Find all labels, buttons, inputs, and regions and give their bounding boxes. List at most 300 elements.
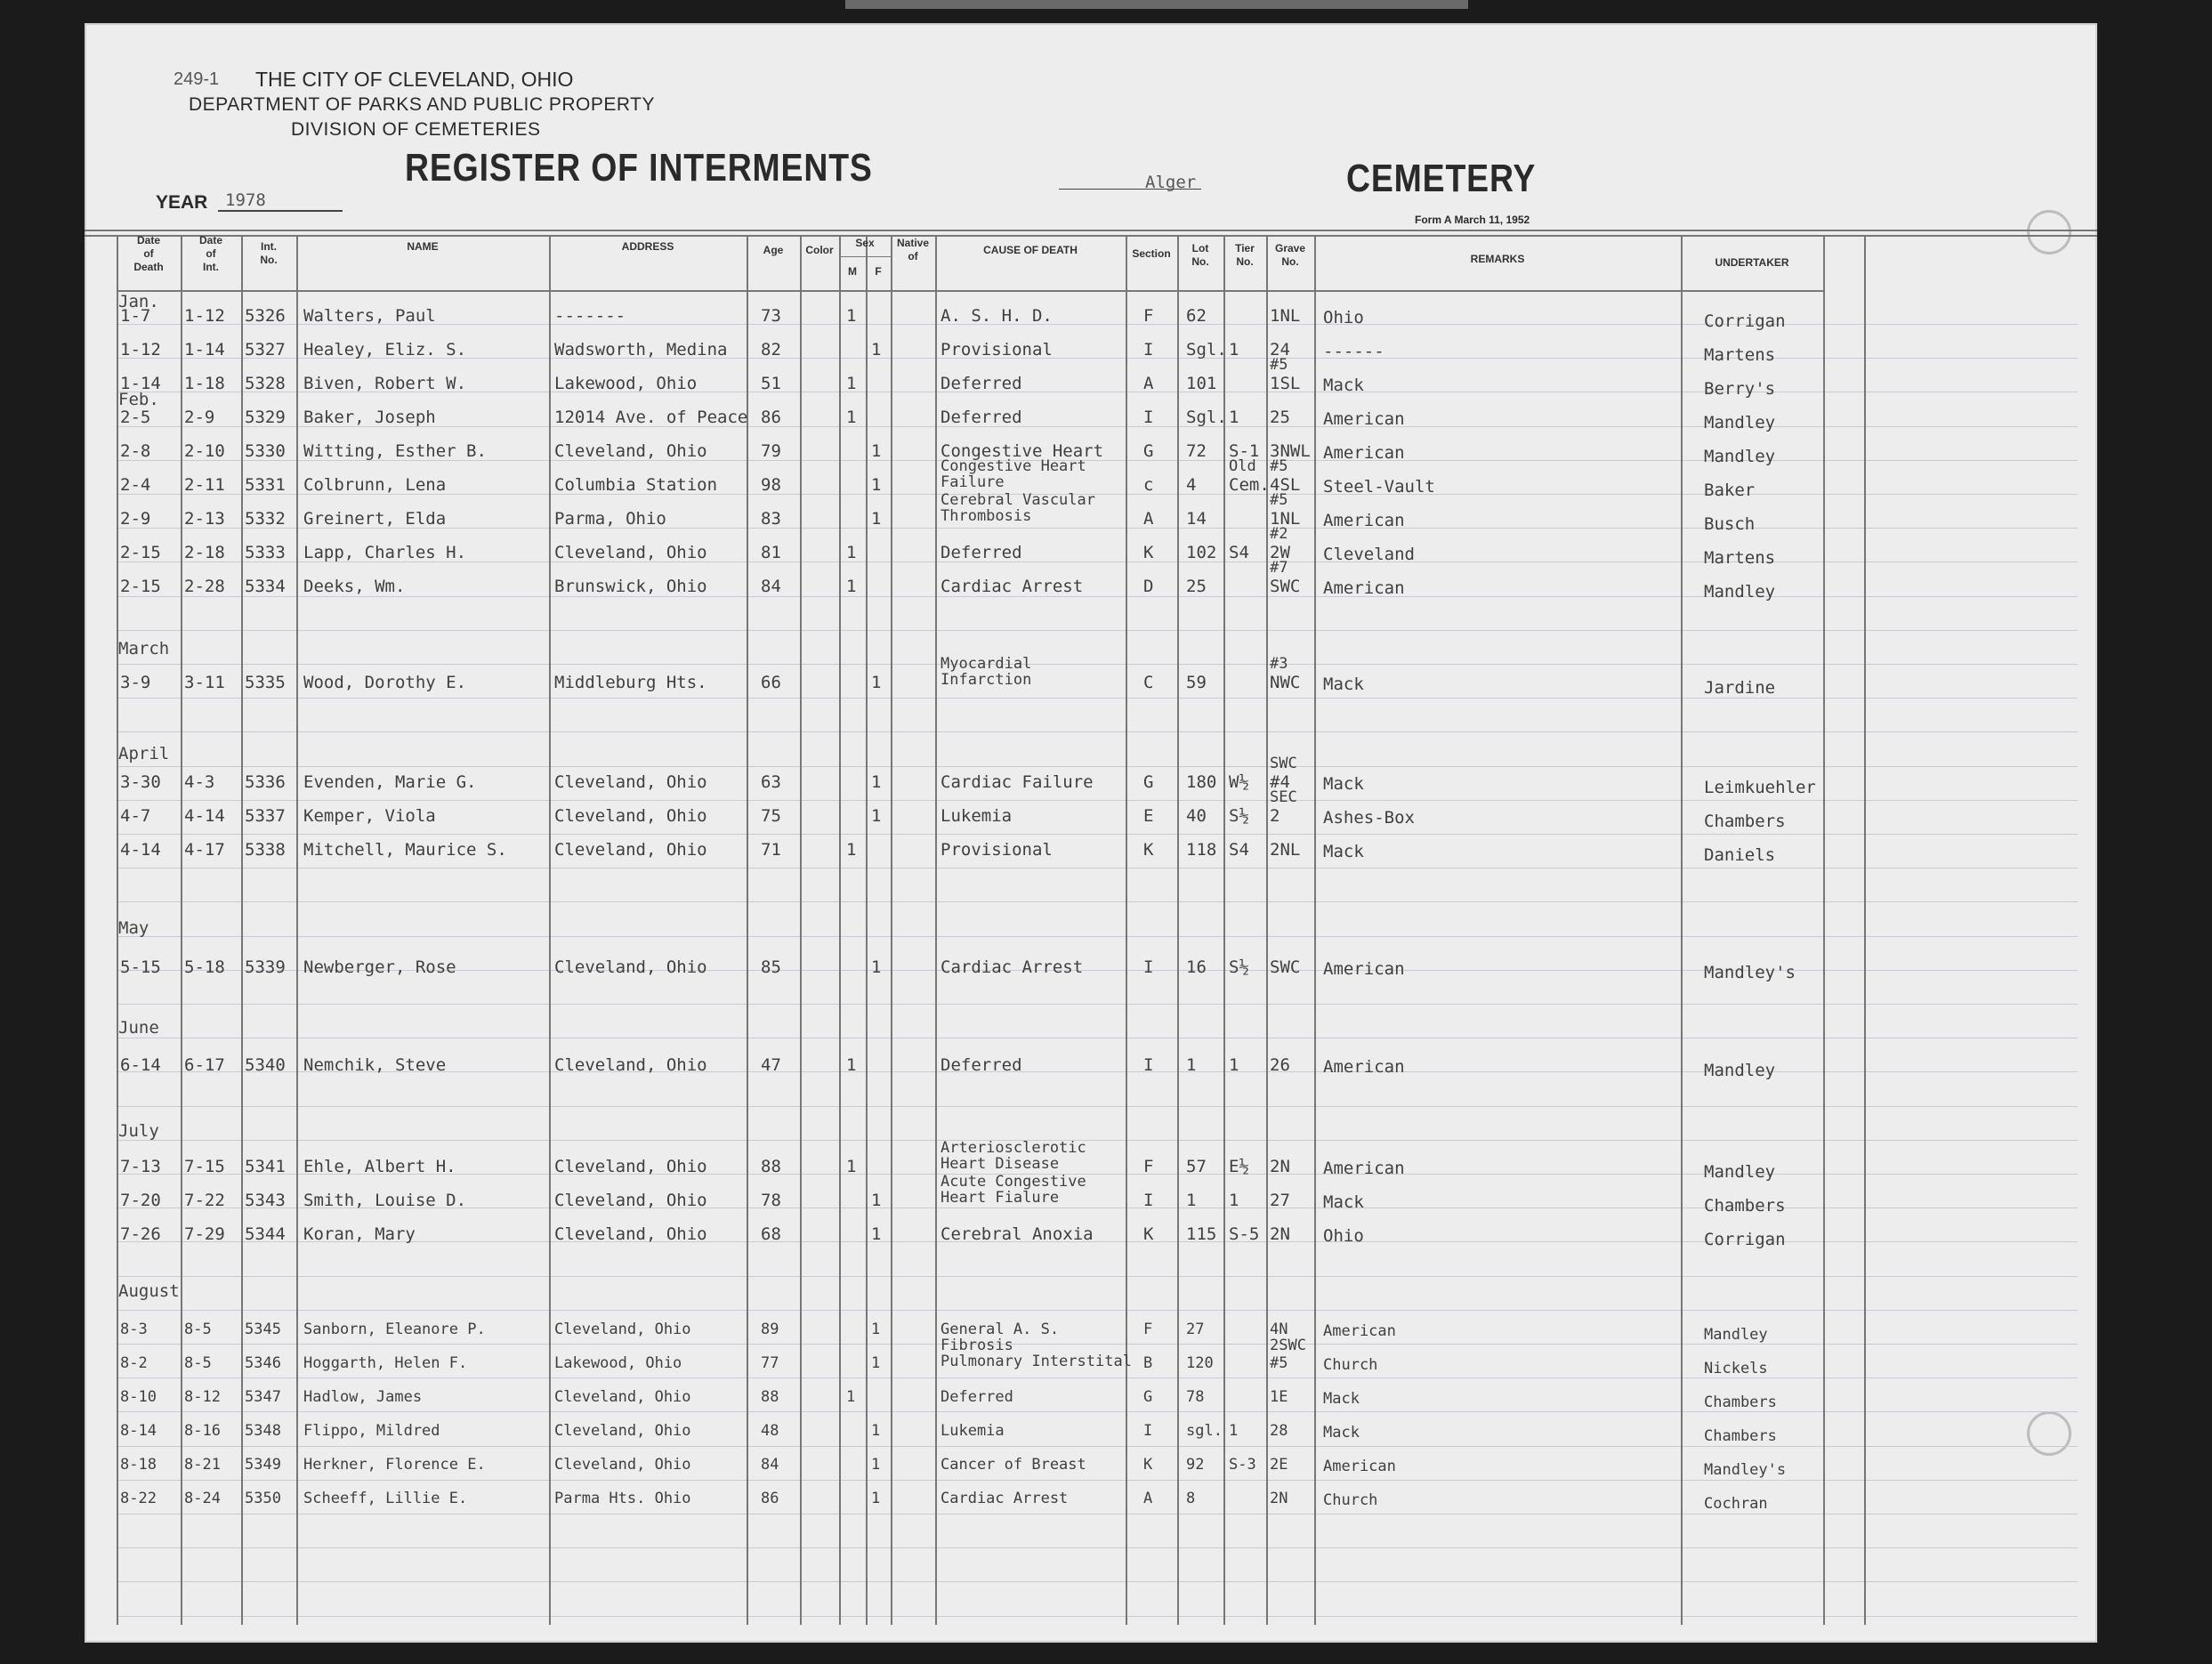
remarks: Cleveland bbox=[1323, 545, 1415, 564]
section: B bbox=[1143, 1354, 1153, 1372]
cause-of-death: Cardiac Arrest bbox=[941, 957, 1084, 977]
remarks: Mack bbox=[1323, 1390, 1360, 1408]
date-of-death: 2-4 bbox=[120, 475, 151, 495]
ruled-line bbox=[117, 1106, 2078, 1107]
date-of-interment: 1-12 bbox=[184, 306, 225, 326]
age: 79 bbox=[761, 441, 781, 461]
lot-number: sgl. bbox=[1186, 1422, 1223, 1440]
date-of-death: 1-7 bbox=[120, 306, 151, 326]
decedent-name: Mitchell, Maurice S. bbox=[303, 840, 507, 860]
undertaker: Chambers bbox=[1704, 1196, 1786, 1216]
decedent-name: Wood, Dorothy E. bbox=[303, 673, 467, 692]
ruled-line bbox=[117, 1276, 2078, 1277]
decedent-address: Parma, Ohio bbox=[554, 509, 666, 529]
month-label: August bbox=[118, 1281, 180, 1301]
sex-male: 1 bbox=[846, 543, 857, 562]
cause-of-death-line2: Infarction bbox=[941, 671, 1032, 689]
section: I bbox=[1143, 957, 1154, 977]
tier-number: S4 bbox=[1229, 840, 1249, 860]
undertaker: Chambers bbox=[1704, 1393, 1777, 1411]
sex-female: 1 bbox=[871, 1224, 882, 1244]
date-of-death: 7-20 bbox=[120, 1191, 161, 1210]
lot-number: 25 bbox=[1186, 577, 1207, 596]
section: A bbox=[1143, 374, 1154, 393]
table-top-rule bbox=[85, 230, 2097, 231]
age: 78 bbox=[761, 1191, 781, 1210]
interment-number: 5332 bbox=[245, 509, 286, 529]
interment-number: 5328 bbox=[245, 374, 286, 393]
section: I bbox=[1143, 340, 1154, 359]
date-of-interment: 5-18 bbox=[184, 957, 225, 977]
date-of-interment: 6-17 bbox=[184, 1055, 225, 1075]
department-name: DEPARTMENT OF PARKS AND PUBLIC PROPERTY bbox=[189, 94, 656, 115]
interment-number: 5341 bbox=[245, 1157, 286, 1176]
decedent-name: Walters, Paul bbox=[303, 306, 436, 326]
grave-number-top: #5 bbox=[1270, 356, 1288, 374]
month-label: Jan. bbox=[118, 292, 159, 311]
decedent-address: Cleveland, Ohio bbox=[554, 441, 707, 461]
section: I bbox=[1143, 408, 1154, 427]
date-of-death: 3-30 bbox=[120, 772, 161, 792]
interment-number: 5337 bbox=[245, 806, 286, 826]
column-header-date_int: Date of Int. bbox=[198, 234, 222, 273]
age: 83 bbox=[761, 509, 781, 529]
column-divider bbox=[866, 235, 868, 1625]
grave-number: #4 bbox=[1270, 772, 1290, 792]
decedent-name: Baker, Joseph bbox=[303, 408, 436, 427]
grave-number: 2NL bbox=[1270, 840, 1301, 860]
cause-of-death: Deferred bbox=[941, 1388, 1013, 1406]
ruled-line bbox=[117, 936, 2078, 937]
decedent-name: Newberger, Rose bbox=[303, 957, 456, 977]
lot-number: 1 bbox=[1186, 1055, 1197, 1075]
section: G bbox=[1143, 772, 1154, 792]
date-of-death: 4-14 bbox=[120, 840, 161, 860]
column-header-cause: CAUSE OF DEATH bbox=[983, 244, 1078, 256]
cause-of-death: A. S. H. D. bbox=[941, 306, 1053, 326]
tier-number: 1 bbox=[1229, 408, 1239, 427]
undertaker: Corrigan bbox=[1704, 311, 1786, 331]
ruled-line bbox=[117, 1514, 2078, 1515]
ruled-line bbox=[117, 1004, 2078, 1005]
division-name: DIVISION OF CEMETERIES bbox=[291, 119, 541, 140]
grave-number: 28 bbox=[1270, 1422, 1288, 1440]
ruled-line bbox=[117, 1547, 2078, 1548]
column-divider bbox=[800, 235, 802, 1625]
cause-of-death-line1: Cerebral Vascular bbox=[941, 491, 1095, 509]
decedent-name: Flippo, Mildred bbox=[303, 1422, 440, 1440]
decedent-address: Cleveland, Ohio bbox=[554, 1224, 707, 1244]
date-of-death: 8-22 bbox=[120, 1490, 157, 1507]
date-of-death: 4-7 bbox=[120, 806, 151, 826]
column-divider bbox=[1864, 235, 1866, 1625]
grave-number-top: SEC bbox=[1270, 788, 1297, 806]
decedent-address: Cleveland, Ohio bbox=[554, 1422, 691, 1440]
decedent-name: Herkner, Florence E. bbox=[303, 1456, 486, 1474]
date-of-interment: 2-11 bbox=[184, 475, 225, 495]
undertaker: Mandley bbox=[1704, 582, 1776, 602]
lot-number: 59 bbox=[1186, 673, 1207, 692]
tier-number: S-3 bbox=[1229, 1456, 1256, 1474]
register-title: REGISTER OF INTERMENTS bbox=[405, 146, 873, 190]
date-of-interment: 7-22 bbox=[184, 1191, 225, 1210]
decedent-address: Brunswick, Ohio bbox=[554, 577, 707, 596]
register-sheet bbox=[85, 23, 2097, 1643]
date-of-interment: 8-21 bbox=[184, 1456, 221, 1474]
column-header-grave: Grave No. bbox=[1274, 242, 1306, 268]
remarks: Ohio bbox=[1323, 308, 1364, 327]
year-label: YEAR bbox=[156, 192, 208, 213]
decedent-name: Deeks, Wm. bbox=[303, 577, 406, 596]
grave-number: 1E bbox=[1270, 1388, 1288, 1406]
lot-number: 101 bbox=[1186, 374, 1217, 393]
tier-note-old: Old bbox=[1229, 457, 1256, 475]
section: I bbox=[1143, 1055, 1154, 1075]
remarks: Steel-Vault bbox=[1323, 477, 1435, 497]
undertaker: Baker bbox=[1704, 481, 1756, 500]
decedent-address: Wadsworth, Medina bbox=[554, 340, 728, 359]
month-label: April bbox=[118, 744, 170, 763]
column-divider bbox=[1314, 235, 1316, 1625]
form-note: Form A March 11, 1952 bbox=[1415, 214, 1530, 226]
remarks: American bbox=[1323, 443, 1405, 463]
remarks: American bbox=[1323, 409, 1405, 429]
date-of-death: 8-2 bbox=[120, 1354, 148, 1372]
date-of-death: 1-14 bbox=[120, 374, 161, 393]
decedent-address: Cleveland, Ohio bbox=[554, 806, 707, 826]
date-of-death: 3-9 bbox=[120, 673, 151, 692]
sex-female: 1 bbox=[871, 1490, 881, 1507]
column-header-address: ADDRESS bbox=[621, 240, 674, 253]
section: C bbox=[1143, 673, 1154, 692]
date-of-death: 7-26 bbox=[120, 1224, 161, 1244]
decedent-name: Greinert, Elda bbox=[303, 509, 447, 529]
ruled-line bbox=[117, 698, 2078, 699]
grave-number: 1NL bbox=[1270, 509, 1301, 529]
sex-female: 1 bbox=[871, 509, 882, 529]
date-of-death: 7-13 bbox=[120, 1157, 161, 1176]
cause-of-death: Deferred bbox=[941, 543, 1022, 562]
section: K bbox=[1143, 543, 1154, 562]
cause-of-death-line2: Pulmonary Interstital bbox=[941, 1353, 1132, 1370]
column-divider bbox=[935, 235, 937, 1625]
remarks: Mack bbox=[1323, 1424, 1360, 1442]
tier-number: 1 bbox=[1229, 1422, 1239, 1440]
sex-female: 1 bbox=[871, 1422, 881, 1440]
ruled-line bbox=[117, 1140, 2078, 1141]
grave-number: 26 bbox=[1270, 1055, 1290, 1075]
undertaker: Nickels bbox=[1704, 1360, 1768, 1377]
scan-top-strip bbox=[845, 0, 1468, 9]
ruled-line bbox=[117, 766, 2078, 767]
cause-of-death: General A. S. bbox=[941, 1321, 1060, 1338]
grave-number: 2 bbox=[1270, 806, 1280, 826]
section: G bbox=[1143, 1388, 1153, 1406]
column-header-native: Native of bbox=[896, 237, 930, 263]
sex-male: 1 bbox=[846, 374, 857, 393]
decedent-name: Witting, Esther B. bbox=[303, 441, 487, 461]
decedent-address: Cleveland, Ohio bbox=[554, 1321, 691, 1338]
sex-header-divider bbox=[839, 256, 891, 257]
sex-female: 1 bbox=[871, 957, 882, 977]
age: 98 bbox=[761, 475, 781, 495]
tier-number: Cem. bbox=[1229, 475, 1270, 495]
age: 84 bbox=[761, 1456, 779, 1474]
grave-number: 2E bbox=[1270, 1456, 1288, 1474]
sex-female: 1 bbox=[871, 475, 882, 495]
month-label: May bbox=[118, 918, 149, 938]
undertaker: Chambers bbox=[1704, 812, 1786, 831]
remarks: American bbox=[1323, 1159, 1405, 1178]
cause-of-death: Deferred bbox=[941, 1055, 1022, 1075]
date-of-interment: 8-5 bbox=[184, 1354, 212, 1372]
lot-number: 120 bbox=[1186, 1354, 1214, 1372]
age: 48 bbox=[761, 1422, 779, 1440]
column-divider bbox=[1823, 235, 1825, 1625]
sex-male: 1 bbox=[846, 577, 857, 596]
interment-number: 5350 bbox=[245, 1490, 281, 1507]
column-divider bbox=[839, 235, 841, 1625]
grave-number: 2W bbox=[1270, 543, 1290, 562]
undertaker: Mandley's bbox=[1704, 1461, 1787, 1479]
tier-number: S½ bbox=[1229, 806, 1249, 826]
sex-female: 1 bbox=[871, 806, 882, 826]
section: K bbox=[1143, 1456, 1153, 1474]
grave-number-top: #2 bbox=[1270, 525, 1288, 543]
date-of-death: 2-9 bbox=[120, 509, 151, 529]
grave-number: 3NWL bbox=[1270, 441, 1311, 461]
date-of-interment: 8-24 bbox=[184, 1490, 221, 1507]
binder-ring-bottom bbox=[2027, 1411, 2071, 1456]
decedent-address: Lakewood, Ohio bbox=[554, 1354, 682, 1372]
sex-male: 1 bbox=[846, 306, 857, 326]
tier-number: 1 bbox=[1229, 1055, 1239, 1075]
date-of-death: 8-18 bbox=[120, 1456, 157, 1474]
date-of-death: 8-3 bbox=[120, 1321, 148, 1338]
cause-of-death: Deferred bbox=[941, 374, 1022, 393]
date-of-death: 2-5 bbox=[120, 408, 151, 427]
column-divider bbox=[181, 235, 182, 1625]
cause-of-death: Cancer of Breast bbox=[941, 1456, 1086, 1474]
remarks: Mack bbox=[1323, 376, 1364, 395]
decedent-name: Healey, Eliz. S. bbox=[303, 340, 467, 359]
decedent-address: Parma Hts. Ohio bbox=[554, 1490, 691, 1507]
decedent-name: Koran, Mary bbox=[303, 1224, 416, 1244]
remarks: Church bbox=[1323, 1356, 1378, 1374]
interment-number: 5346 bbox=[245, 1354, 281, 1372]
remarks: Mack bbox=[1323, 1192, 1364, 1212]
date-of-death: 6-14 bbox=[120, 1055, 161, 1075]
decedent-name: Ehle, Albert H. bbox=[303, 1157, 456, 1176]
column-divider bbox=[891, 235, 892, 1625]
undertaker: Corrigan bbox=[1704, 1230, 1786, 1249]
grave-number-top: #5 bbox=[1270, 491, 1288, 509]
column-divider bbox=[241, 235, 243, 1625]
age: 71 bbox=[761, 840, 781, 860]
lot-number: 8 bbox=[1186, 1490, 1196, 1507]
age: 86 bbox=[761, 1490, 779, 1507]
interment-number: 5330 bbox=[245, 441, 286, 461]
undertaker: Cochran bbox=[1704, 1495, 1768, 1513]
undertaker: Berry's bbox=[1704, 379, 1776, 399]
date-of-interment: 2-9 bbox=[184, 408, 215, 427]
undertaker: Busch bbox=[1704, 514, 1756, 534]
column-divider bbox=[1126, 235, 1127, 1625]
date-of-interment: 2-10 bbox=[184, 441, 225, 461]
ruled-line bbox=[117, 664, 2078, 665]
month-label: Feb. bbox=[118, 390, 159, 409]
grave-number: 4N bbox=[1270, 1321, 1288, 1338]
decedent-address: Cleveland, Ohio bbox=[554, 957, 707, 977]
city-name: THE CITY OF CLEVELAND, OHIO bbox=[255, 68, 574, 91]
age: 82 bbox=[761, 340, 781, 359]
ruled-line bbox=[117, 1581, 2078, 1582]
column-divider bbox=[1681, 235, 1683, 1625]
remarks: Mack bbox=[1323, 842, 1364, 861]
column-header-f: F bbox=[875, 265, 882, 278]
remarks: American bbox=[1323, 959, 1405, 979]
section: K bbox=[1143, 1224, 1154, 1244]
month-label: June bbox=[118, 1018, 159, 1038]
section: E bbox=[1143, 806, 1154, 826]
interment-number: 5344 bbox=[245, 1224, 286, 1244]
cause-of-death: Cerebral Anoxia bbox=[941, 1224, 1094, 1244]
interment-number: 5347 bbox=[245, 1388, 281, 1406]
lot-number: Sgl. bbox=[1186, 408, 1227, 427]
lot-number: 1 bbox=[1186, 1191, 1197, 1210]
column-divider bbox=[1223, 235, 1225, 1625]
age: 89 bbox=[761, 1321, 779, 1338]
decedent-address: Cleveland, Ohio bbox=[554, 1191, 707, 1210]
binder-ring-top bbox=[2027, 210, 2071, 254]
sex-male: 1 bbox=[846, 840, 857, 860]
decedent-name: Sanborn, Eleanore P. bbox=[303, 1321, 486, 1338]
lot-number: 16 bbox=[1186, 957, 1207, 977]
grave-number: 2N bbox=[1270, 1224, 1290, 1244]
age: 73 bbox=[761, 306, 781, 326]
lot-number: 92 bbox=[1186, 1456, 1205, 1474]
interment-number: 5336 bbox=[245, 772, 286, 792]
cause-of-death: Cardiac Arrest bbox=[941, 577, 1084, 596]
tier-number: S-5 bbox=[1229, 1224, 1260, 1244]
cause-of-death: Congestive Heart bbox=[941, 441, 1104, 461]
column-divider bbox=[296, 235, 298, 1625]
column-divider bbox=[1177, 235, 1179, 1625]
interment-number: 5327 bbox=[245, 340, 286, 359]
column-header-lot: Lot No. bbox=[1191, 242, 1209, 268]
cause-of-death-line1: Acute Congestive bbox=[941, 1173, 1086, 1191]
decedent-address: Lakewood, Ohio bbox=[554, 374, 698, 393]
date-of-death: 1-12 bbox=[120, 340, 161, 359]
age: 47 bbox=[761, 1055, 781, 1075]
date-of-interment: 1-18 bbox=[184, 374, 225, 393]
date-of-death: 8-10 bbox=[120, 1388, 157, 1406]
cause-of-death: Deferred bbox=[941, 408, 1022, 427]
date-of-interment: 8-12 bbox=[184, 1388, 221, 1406]
grave-number: NWC bbox=[1270, 673, 1301, 692]
ruled-line bbox=[117, 800, 2078, 801]
interment-number: 5343 bbox=[245, 1191, 286, 1210]
interment-number: 5338 bbox=[245, 840, 286, 860]
remarks: American bbox=[1323, 1322, 1396, 1340]
undertaker: Martens bbox=[1704, 548, 1776, 568]
decedent-name: Nemchik, Steve bbox=[303, 1055, 447, 1075]
section: A bbox=[1143, 1490, 1153, 1507]
interment-number: 5329 bbox=[245, 408, 286, 427]
undertaker: Leimkuehler bbox=[1704, 778, 1816, 797]
grave-number-top: #3 bbox=[1270, 655, 1288, 673]
age: 85 bbox=[761, 957, 781, 977]
ruled-line bbox=[117, 1446, 2078, 1447]
ruled-line bbox=[117, 1616, 2078, 1617]
decedent-name: Scheeff, Lillie E. bbox=[303, 1490, 468, 1507]
cause-of-death: Lukemia bbox=[941, 806, 1013, 826]
section: D bbox=[1143, 577, 1154, 596]
age: 66 bbox=[761, 673, 781, 692]
decedent-address: Cleveland, Ohio bbox=[554, 1456, 691, 1474]
column-header-undertaker: UNDERTAKER bbox=[1715, 256, 1789, 269]
grave-number-top: 2SWC bbox=[1270, 1337, 1306, 1354]
lot-number: 57 bbox=[1186, 1157, 1207, 1176]
ruled-line bbox=[117, 1480, 2078, 1481]
cemetery-name: Alger bbox=[1145, 173, 1197, 192]
cause-of-death: Cardiac Arrest bbox=[941, 1490, 1069, 1507]
decedent-address: ------- bbox=[554, 306, 626, 326]
header-bottom-rule bbox=[117, 290, 1823, 292]
remarks: American bbox=[1323, 578, 1405, 598]
grave-number: 4SL bbox=[1270, 475, 1301, 495]
age: 68 bbox=[761, 1224, 781, 1244]
section: I bbox=[1143, 1191, 1154, 1210]
age: 81 bbox=[761, 543, 781, 562]
grave-number: 1NL bbox=[1270, 306, 1301, 326]
cause-of-death: Lukemia bbox=[941, 1422, 1005, 1440]
decedent-name: Smith, Louise D. bbox=[303, 1191, 467, 1210]
undertaker: Daniels bbox=[1704, 845, 1776, 865]
column-header-remarks: REMARKS bbox=[1470, 253, 1525, 265]
remarks: Ashes-Box bbox=[1323, 808, 1415, 828]
sex-male: 1 bbox=[846, 1388, 856, 1406]
date-of-death: 2-15 bbox=[120, 577, 161, 596]
interment-number: 5345 bbox=[245, 1321, 281, 1338]
age: 86 bbox=[761, 408, 781, 427]
lot-number: 27 bbox=[1186, 1321, 1205, 1338]
ruled-line bbox=[117, 731, 2078, 732]
tier-number: 1 bbox=[1229, 340, 1239, 359]
interment-number: 5348 bbox=[245, 1422, 281, 1440]
ruled-line bbox=[117, 1377, 2078, 1378]
date-of-interment: 4-14 bbox=[184, 806, 225, 826]
sex-male: 1 bbox=[846, 1055, 857, 1075]
decedent-address: Cleveland, Ohio bbox=[554, 543, 707, 562]
sex-female: 1 bbox=[871, 1321, 881, 1338]
year-value: 1978 bbox=[225, 190, 266, 210]
decedent-address: Cleveland, Ohio bbox=[554, 1157, 707, 1176]
cause-of-death: Provisional bbox=[941, 340, 1053, 359]
tier-number: S-1 bbox=[1229, 441, 1260, 461]
column-header-m: M bbox=[848, 265, 857, 278]
interment-number: 5326 bbox=[245, 306, 286, 326]
section: A bbox=[1143, 509, 1154, 529]
remarks: American bbox=[1323, 1057, 1405, 1077]
remarks: ------ bbox=[1323, 342, 1385, 361]
grave-number: 2N bbox=[1270, 1157, 1290, 1176]
undertaker: Chambers bbox=[1704, 1427, 1777, 1445]
column-header-int_no: Int. No. bbox=[260, 240, 278, 266]
month-label: July bbox=[118, 1121, 159, 1141]
column-header-age: Age bbox=[763, 244, 784, 256]
sex-female: 1 bbox=[871, 441, 882, 461]
